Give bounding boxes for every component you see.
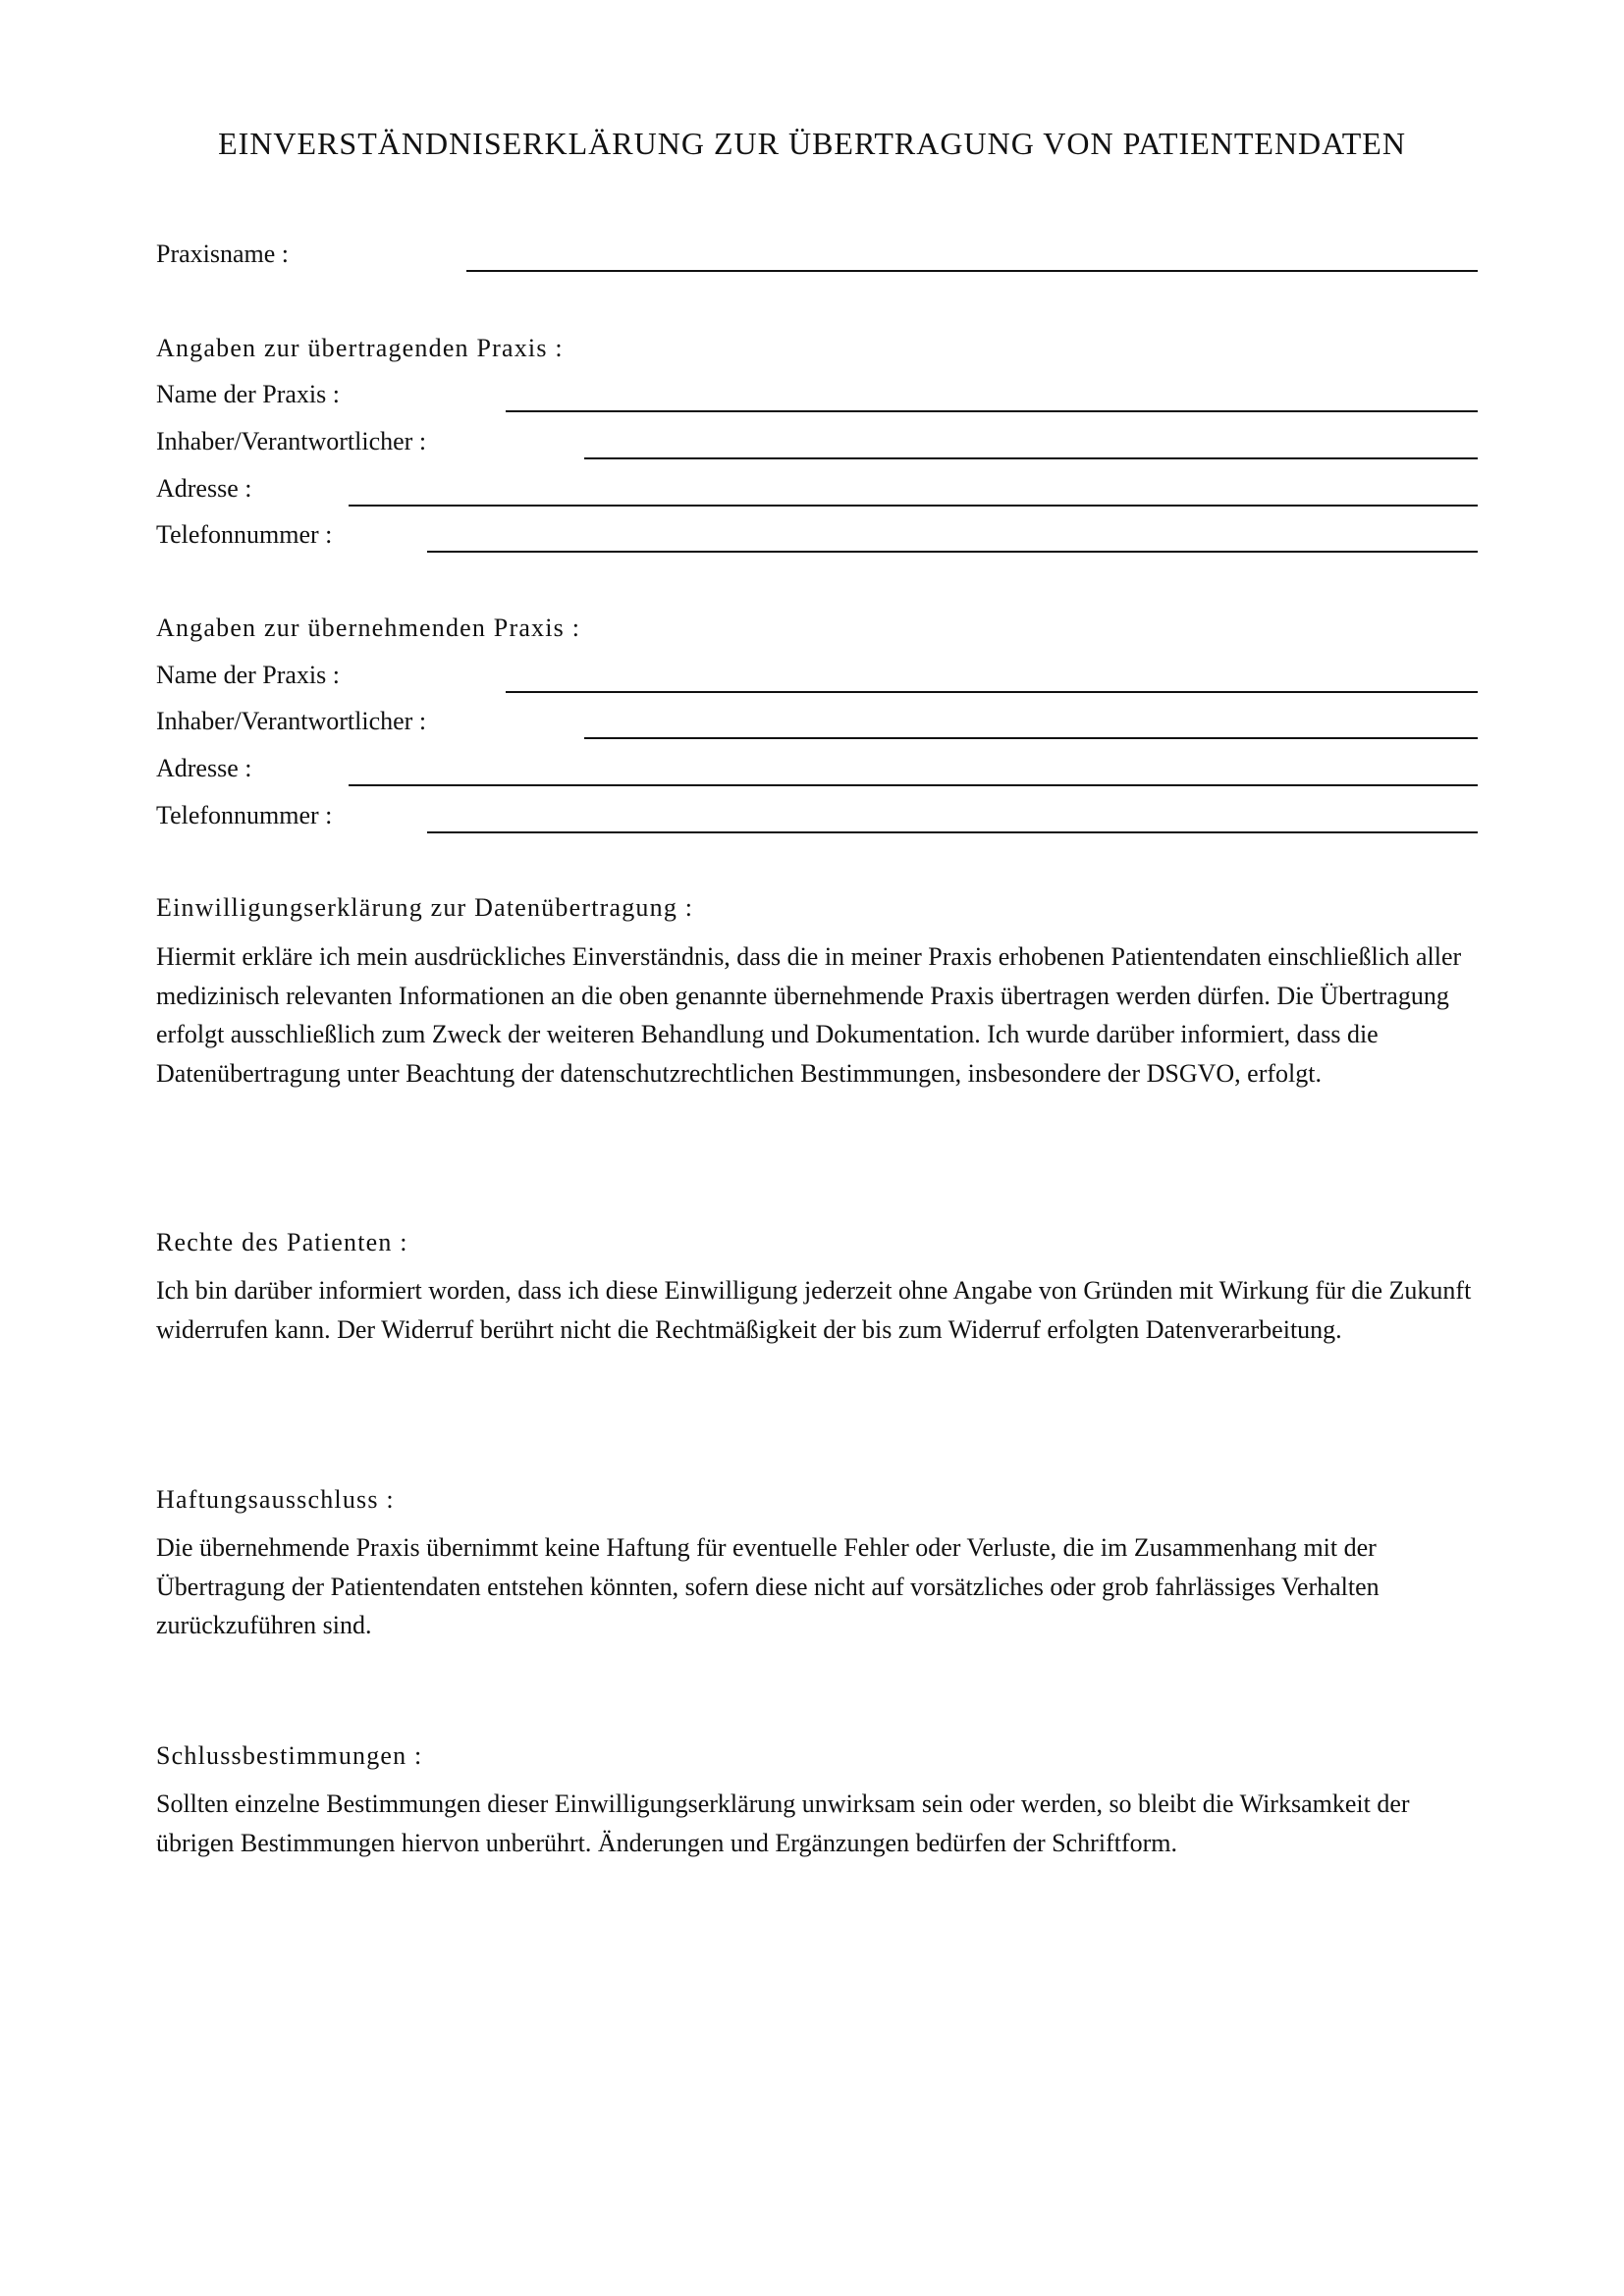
receiving-name-field[interactable]	[506, 691, 1478, 693]
liability-text: Die übernehmende Praxis übernimmt keine Haftung für eventuelle Fehler oder Verluste, die im Zusammenhang mit der Übertragung der Patientendaten entstehen könnten, sofern diese nicht auf vorsätzliches oder grob fahrlässiges Verhalten zurückzuführen sind.	[156, 1533, 1380, 1639]
final-provisions-text: Sollten einzelne Bestimmungen dieser Einwilligungserklärung unwirksam sein oder werden, so bleibt die Wirksamkeit der übrigen Bestimmungen hiervon unberührt. Änderungen und Ergänzungen bedürfen der Schriftform.	[156, 1789, 1410, 1857]
transferring-address-field[interactable]	[349, 505, 1478, 507]
transferring-owner-label: Inhaber/Verantwortlicher :	[156, 427, 427, 455]
transferring-address-label: Adresse :	[156, 474, 252, 503]
receiving-owner-field[interactable]	[584, 737, 1478, 739]
practice-name-field[interactable]	[466, 270, 1478, 272]
transferring-phone-field[interactable]	[427, 551, 1478, 553]
practice-name-label: Praxisname :	[156, 240, 290, 268]
final-provisions-heading: Schlussbestimmungen :	[156, 1741, 423, 1770]
receiving-address-label: Adresse :	[156, 754, 252, 782]
receiving-phone-field[interactable]	[427, 831, 1478, 833]
receiving-address-field[interactable]	[349, 784, 1478, 786]
consent-heading: Einwilligungserklärung zur Datenübertragung :	[156, 893, 694, 922]
transferring-phone-label: Telefonnummer :	[156, 520, 333, 549]
transferring-name-field[interactable]	[506, 410, 1478, 412]
receiving-practice-heading: Angaben zur übernehmenden Praxis :	[156, 614, 581, 642]
transferring-practice-heading: Angaben zur übertragenden Praxis :	[156, 334, 564, 362]
rights-text: Ich bin darüber informiert worden, dass ich diese Einwilligung jederzeit ohne Angabe von Gründen mit Wirkung für die Zukunft widerrufen kann. Der Widerruf berührt nicht die Rechtmäßigkeit der bis zum Widerruf erfolgten Datenverarbeitung.	[156, 1276, 1472, 1344]
liability-heading: Haftungsausschluss :	[156, 1485, 395, 1514]
transferring-owner-field[interactable]	[584, 457, 1478, 459]
consent-text: Hiermit erkläre ich mein ausdrückliches Einverständnis, dass die in meiner Praxis erhobenen Patientendaten einschließlich aller medizinisch relevanten Informationen an die oben genannte übernehmende Praxis übertragen werden dürfen. Die Übertragung erfolgt ausschließlich zum Zweck der weiteren Behandlung und Dokumentation. Ich wurde darüber informiert, dass die Datenübertragung unter Beachtung der datenschutzrechtlichen Bestimmungen, insbesondere der DSGVO, erfolgt.	[156, 942, 1462, 1088]
receiving-phone-label: Telefonnummer :	[156, 801, 333, 829]
receiving-name-label: Name der Praxis :	[156, 661, 341, 689]
document-title: EINVERSTÄNDNISERKLÄRUNG ZUR ÜBERTRAGUNG VON PATIENTENDATEN	[218, 126, 1406, 161]
receiving-owner-label: Inhaber/Verantwortlicher :	[156, 707, 427, 735]
rights-heading: Rechte des Patienten :	[156, 1228, 408, 1256]
transferring-name-label: Name der Praxis :	[156, 380, 341, 408]
